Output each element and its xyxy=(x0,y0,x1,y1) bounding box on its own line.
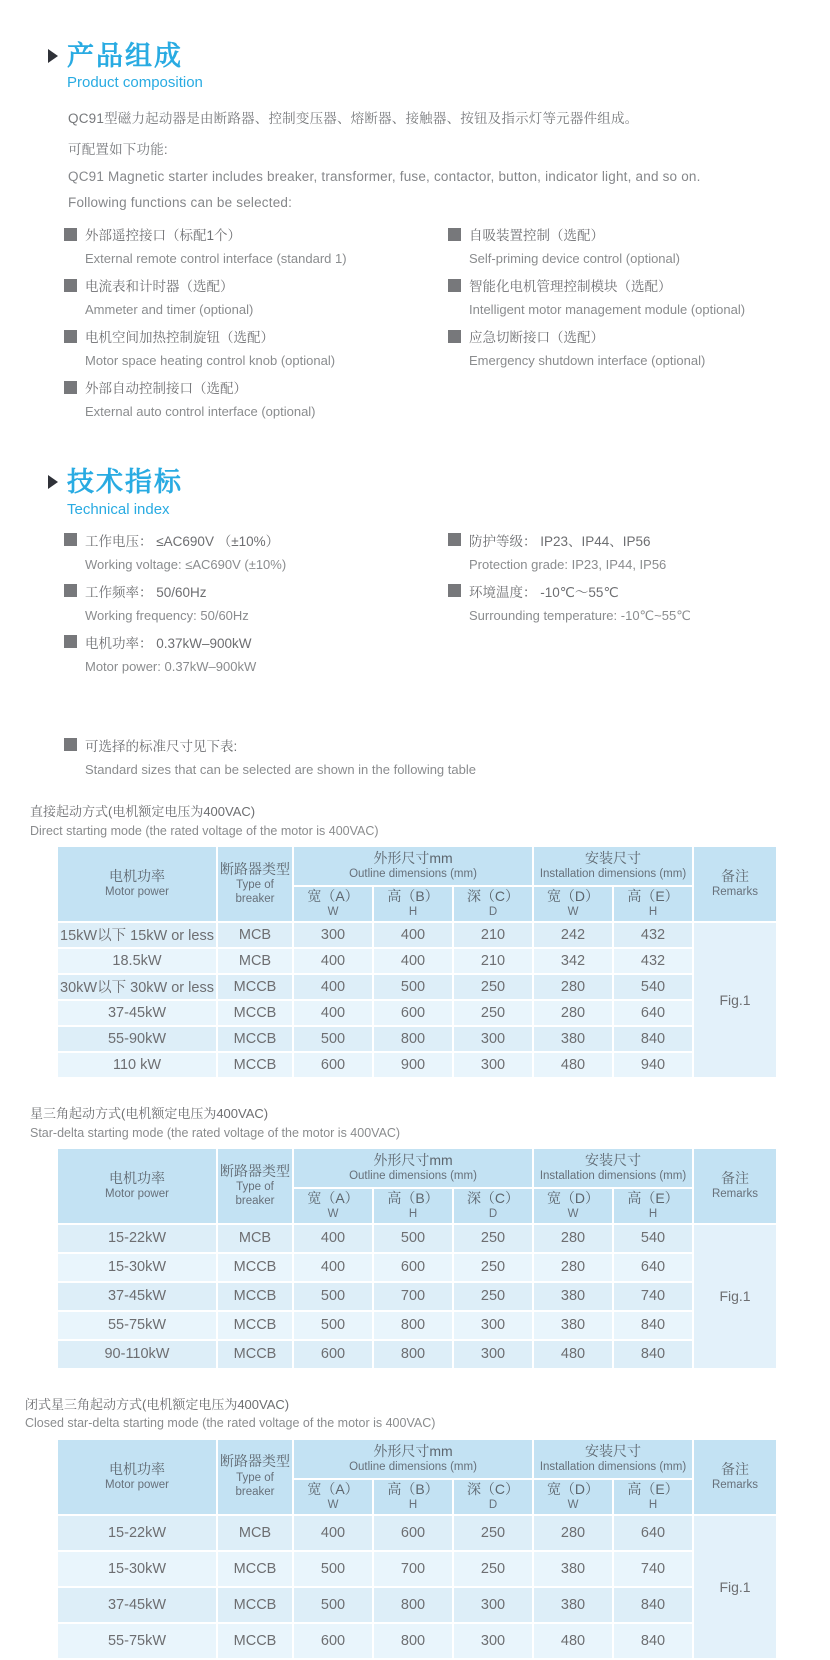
cell: 600 xyxy=(373,1000,453,1026)
feature-label-zh: 智能化电机管理控制模块（选配） xyxy=(469,279,672,295)
cell: 280 xyxy=(533,974,613,1000)
spec-label-zh: 工作电压： ≤AC690V （±10%） xyxy=(85,533,280,549)
square-bullet-icon xyxy=(64,228,77,241)
cell: 400 xyxy=(293,1515,373,1551)
spec-item xyxy=(64,632,448,674)
table-row xyxy=(57,974,777,1000)
feature-label-zh: 电机空间加热控制旋钮（选配） xyxy=(85,330,274,346)
cell: 400 xyxy=(293,974,373,1000)
cell: 800 xyxy=(373,1340,453,1369)
col-breaker-type: 断路器类型 Type of breaker xyxy=(217,1439,293,1515)
cell: 600 xyxy=(293,1052,373,1078)
cell: 380 xyxy=(533,1282,613,1311)
section-title-zh: 产品组成 xyxy=(67,41,183,71)
col-group-outline: 外形尺寸mm Outline dimensions (mm) xyxy=(293,1148,533,1188)
cell: 15-30kW xyxy=(57,1551,217,1587)
section-title-en: Product composition xyxy=(67,74,203,92)
spec-column-right xyxy=(448,530,808,683)
cell: 300 xyxy=(453,1623,533,1659)
cell: 55-90kW xyxy=(57,1026,217,1052)
table-row xyxy=(57,1282,777,1311)
col-remarks: 备注 Remarks xyxy=(693,1148,777,1224)
feature-item xyxy=(448,224,808,266)
square-bullet-icon xyxy=(448,279,461,292)
cell: 432 xyxy=(613,922,693,948)
col-remarks: 备注 Remarks xyxy=(693,1439,777,1515)
cell: 380 xyxy=(533,1311,613,1340)
cell: 280 xyxy=(533,1224,613,1253)
technical-index-section xyxy=(0,428,830,682)
spec-label-en: Working frequency: 50/60Hz xyxy=(85,607,249,623)
cell: 740 xyxy=(613,1282,693,1311)
cell: 540 xyxy=(613,974,693,1000)
cell: 15-22kW xyxy=(57,1224,217,1253)
cell: 250 xyxy=(453,1282,533,1311)
col-depth-c: 深（C） D xyxy=(453,1479,533,1515)
cell: 90-110kW xyxy=(57,1340,217,1369)
cell: 250 xyxy=(453,974,533,1000)
cell: 840 xyxy=(613,1026,693,1052)
col-height-b: 高（B） H xyxy=(373,1479,453,1515)
spec-label-en: Surrounding temperature: -10℃~55℃ xyxy=(469,607,691,623)
cell: 400 xyxy=(293,1253,373,1282)
standard-sizes-note xyxy=(64,735,830,777)
intro-paragraph: QC91 Magnetic starter includes breaker, transformer, fuse, contactor, button, indicator light, and so on. xyxy=(68,169,701,185)
feature-item xyxy=(64,377,448,419)
table-row xyxy=(57,1311,777,1340)
spec-item xyxy=(448,530,808,572)
cell: 400 xyxy=(373,922,453,948)
spec-list xyxy=(64,530,830,683)
table-row xyxy=(57,1224,777,1253)
spec-item xyxy=(64,581,448,623)
cell: 600 xyxy=(293,1623,373,1659)
cell: 37-45kW xyxy=(57,1000,217,1026)
star-delta-table xyxy=(56,1147,778,1370)
table-caption-zh: 闭式星三角起动方式(电机额定电压为400VAC) xyxy=(25,1396,290,1412)
table-caption-en: Direct starting mode (the rated voltage of the motor is 400VAC) xyxy=(30,823,379,838)
cell: 500 xyxy=(293,1311,373,1340)
section-marker-triangle-icon xyxy=(48,49,58,63)
cell: 250 xyxy=(453,1253,533,1282)
col-breaker-type: 断路器类型 Type of breaker xyxy=(217,1148,293,1224)
cell: 250 xyxy=(453,1224,533,1253)
cell: 280 xyxy=(533,1253,613,1282)
col-group-outline: 外形尺寸mm Outline dimensions (mm) xyxy=(293,1439,533,1479)
cell: MCB xyxy=(217,1224,293,1253)
cell: 15-22kW xyxy=(57,1515,217,1551)
cell: 400 xyxy=(293,1000,373,1026)
table-caption-zh: 星三角起动方式(电机额定电压为400VAC) xyxy=(30,1105,269,1121)
col-motor-power: 电机功率 Motor power xyxy=(57,1439,217,1515)
feature-item xyxy=(448,326,808,368)
spec-label-zh: 电机功率： 0.37kW–900kW xyxy=(85,635,252,651)
cell: 840 xyxy=(613,1340,693,1369)
section-marker-triangle-icon xyxy=(48,475,58,489)
cell: 500 xyxy=(293,1282,373,1311)
cell: 300 xyxy=(453,1587,533,1623)
closed-star-delta-table xyxy=(56,1438,778,1660)
table-caption-zh: 直接起动方式(电机额定电压为400VAC) xyxy=(30,803,256,819)
note-label-en: Standard sizes that can be selected are shown in the following table xyxy=(85,761,476,777)
table-caption-en: Closed star-delta starting mode (the rated voltage of the motor is 400VAC) xyxy=(25,1416,436,1431)
cell: 18.5kW xyxy=(57,948,217,974)
cell: MCCB xyxy=(217,1000,293,1026)
cell: 800 xyxy=(373,1587,453,1623)
intro-paragraph: QC91型磁力起动器是由断路器、控制变压器、熔断器、接触器、按钮及指示灯等元器件组成。 xyxy=(68,111,639,127)
cell: MCCB xyxy=(217,1282,293,1311)
feature-label-zh: 外部自动控制接口（选配） xyxy=(85,381,247,397)
square-bullet-icon xyxy=(448,533,461,546)
col-height-e: 高（E） H xyxy=(613,1479,693,1515)
table-row xyxy=(57,1026,777,1052)
cell: 55-75kW xyxy=(57,1311,217,1340)
cell: 480 xyxy=(533,1623,613,1659)
cell: 740 xyxy=(613,1551,693,1587)
cell: 400 xyxy=(293,1224,373,1253)
col-group-outline: 外形尺寸mm Outline dimensions (mm) xyxy=(293,846,533,886)
cell: 500 xyxy=(293,1026,373,1052)
col-breaker-type: 断路器类型 Type of breaker xyxy=(217,846,293,922)
cell: MCB xyxy=(217,922,293,948)
col-remarks: 备注 Remarks xyxy=(693,846,777,922)
square-bullet-icon xyxy=(64,738,77,751)
cell: 55-75kW xyxy=(57,1623,217,1659)
table-row xyxy=(57,1515,777,1551)
cell: 37-45kW xyxy=(57,1587,217,1623)
cell: 700 xyxy=(373,1282,453,1311)
feature-item xyxy=(64,275,448,317)
feature-column-left xyxy=(64,224,448,428)
col-height-e: 高（E） H xyxy=(613,886,693,922)
size-tables-section xyxy=(0,735,830,1660)
cell: 380 xyxy=(533,1587,613,1623)
note-label-zh: 可选择的标准尺寸见下表: xyxy=(85,738,238,754)
direct-starting-table xyxy=(56,845,778,1079)
col-group-installation: 安装尺寸 Installation dimensions (mm) xyxy=(533,846,693,886)
col-height-b: 高（B） H xyxy=(373,886,453,922)
cell: 480 xyxy=(533,1052,613,1078)
cell: 500 xyxy=(293,1551,373,1587)
cell: 540 xyxy=(613,1224,693,1253)
col-motor-power: 电机功率 Motor power xyxy=(57,846,217,922)
cell: 500 xyxy=(293,1587,373,1623)
cell: MCCB xyxy=(217,1587,293,1623)
feature-item xyxy=(64,224,448,266)
spec-column-left xyxy=(64,530,448,683)
feature-label-zh: 电流表和计时器（选配） xyxy=(85,279,234,295)
cell: 300 xyxy=(293,922,373,948)
cell: 210 xyxy=(453,922,533,948)
cell: 800 xyxy=(373,1311,453,1340)
cell: 600 xyxy=(293,1340,373,1369)
cell: 840 xyxy=(613,1311,693,1340)
feature-column-right xyxy=(448,224,808,428)
col-group-installation: 安装尺寸 Installation dimensions (mm) xyxy=(533,1439,693,1479)
table-caption xyxy=(30,1105,830,1142)
square-bullet-icon xyxy=(64,279,77,292)
feature-label-en: Self-priming device control (optional) xyxy=(469,251,680,267)
col-width-d: 宽（D） W xyxy=(533,886,613,922)
cell: MCB xyxy=(217,1515,293,1551)
cell: 250 xyxy=(453,1515,533,1551)
table-row xyxy=(57,922,777,948)
cell: 342 xyxy=(533,948,613,974)
cell: 242 xyxy=(533,922,613,948)
remark-cell: Fig.1 xyxy=(693,922,777,1078)
section-title-en: Technical index xyxy=(67,500,170,518)
feature-label-en: Intelligent motor management module (optional) xyxy=(469,302,746,318)
spec-label-en: Motor power: 0.37kW–900kW xyxy=(85,658,257,674)
product-composition-section xyxy=(0,0,830,428)
col-height-e: 高（E） H xyxy=(613,1188,693,1224)
cell: 800 xyxy=(373,1623,453,1659)
cell: 380 xyxy=(533,1026,613,1052)
square-bullet-icon xyxy=(448,330,461,343)
col-depth-c: 深（C） D xyxy=(453,1188,533,1224)
col-width-a: 宽（A） W xyxy=(293,886,373,922)
cell: 500 xyxy=(373,1224,453,1253)
cell: 480 xyxy=(533,1340,613,1369)
feature-item xyxy=(448,275,808,317)
intro-paragraphs xyxy=(68,107,830,210)
square-bullet-icon xyxy=(448,228,461,241)
cell: 15-30kW xyxy=(57,1253,217,1282)
cell: 640 xyxy=(613,1253,693,1282)
cell: 600 xyxy=(373,1253,453,1282)
col-motor-power: 电机功率 Motor power xyxy=(57,1148,217,1224)
cell: 380 xyxy=(533,1551,613,1587)
cell: MCCB xyxy=(217,974,293,1000)
cell: 900 xyxy=(373,1052,453,1078)
cell: 300 xyxy=(453,1311,533,1340)
square-bullet-icon xyxy=(64,584,77,597)
cell: MCCB xyxy=(217,1551,293,1587)
cell: 15kW以下 15kW or less xyxy=(57,922,217,948)
cell: 600 xyxy=(373,1515,453,1551)
spec-label-zh: 防护等级： IP23、IP44、IP56 xyxy=(469,533,651,549)
feature-label-en: External remote control interface (standard 1) xyxy=(85,251,347,267)
cell: 640 xyxy=(613,1000,693,1026)
spec-label-en: Protection grade: IP23, IP44, IP56 xyxy=(469,556,667,572)
spec-item xyxy=(448,581,808,624)
cell: 300 xyxy=(453,1026,533,1052)
spec-label-zh: 工作频率： 50/60Hz xyxy=(85,584,207,600)
intro-paragraph: Following functions can be selected: xyxy=(68,195,293,211)
table-caption-en: Star-delta starting mode (the rated voltage of the motor is 400VAC) xyxy=(30,1125,401,1140)
section-title-zh: 技术指标 xyxy=(67,467,183,498)
cell: 640 xyxy=(613,1515,693,1551)
table-row xyxy=(57,1000,777,1026)
cell: 500 xyxy=(373,974,453,1000)
feature-item xyxy=(64,326,448,368)
feature-label-zh: 应急切断接口（选配） xyxy=(469,330,604,346)
feature-label-zh: 自吸装置控制（选配） xyxy=(469,228,604,244)
col-width-a: 宽（A） W xyxy=(293,1479,373,1515)
cell: 400 xyxy=(373,948,453,974)
table-caption xyxy=(25,1396,830,1433)
square-bullet-icon xyxy=(448,584,461,597)
cell: MCCB xyxy=(217,1253,293,1282)
cell: MCCB xyxy=(217,1311,293,1340)
cell: 300 xyxy=(453,1052,533,1078)
table-row xyxy=(57,1587,777,1623)
cell: 37-45kW xyxy=(57,1282,217,1311)
col-width-d: 宽（D） W xyxy=(533,1479,613,1515)
cell: MCCB xyxy=(217,1340,293,1369)
feature-label-en: Ammeter and timer (optional) xyxy=(85,302,254,318)
spec-item xyxy=(64,530,448,572)
spec-label-zh: 环境温度： -10℃～55℃ xyxy=(469,584,619,600)
cell: 210 xyxy=(453,948,533,974)
feature-label-en: Motor space heating control knob (optional) xyxy=(85,353,336,369)
cell: MCCB xyxy=(217,1052,293,1078)
square-bullet-icon xyxy=(64,330,77,343)
cell: 432 xyxy=(613,948,693,974)
feature-label-zh: 外部遥控接口（标配1个） xyxy=(85,228,242,244)
col-group-installation: 安装尺寸 Installation dimensions (mm) xyxy=(533,1148,693,1188)
square-bullet-icon xyxy=(64,635,77,648)
spec-label-en: Working voltage: ≤AC690V (±10%) xyxy=(85,556,287,572)
cell: 30kW以下 30kW or less xyxy=(57,974,217,1000)
cell: 800 xyxy=(373,1026,453,1052)
table-row xyxy=(57,948,777,974)
table-row xyxy=(57,1052,777,1078)
cell: 110 kW xyxy=(57,1052,217,1078)
cell: 300 xyxy=(453,1340,533,1369)
feature-label-en: External auto control interface (optional) xyxy=(85,404,316,420)
table-row xyxy=(57,1253,777,1282)
cell: MCCB xyxy=(217,1623,293,1659)
cell: 280 xyxy=(533,1000,613,1026)
feature-label-en: Emergency shutdown interface (optional) xyxy=(469,353,706,369)
remark-cell: Fig.1 xyxy=(693,1515,777,1659)
cell: 700 xyxy=(373,1551,453,1587)
cell: 250 xyxy=(453,1551,533,1587)
cell: MCB xyxy=(217,948,293,974)
intro-paragraph: 可配置如下功能: xyxy=(68,142,168,158)
cell: 840 xyxy=(613,1623,693,1659)
col-height-b: 高（B） H xyxy=(373,1188,453,1224)
table-caption xyxy=(30,803,830,840)
cell: 280 xyxy=(533,1515,613,1551)
col-width-a: 宽（A） W xyxy=(293,1188,373,1224)
cell: 400 xyxy=(293,948,373,974)
cell: 250 xyxy=(453,1000,533,1026)
feature-list xyxy=(64,224,830,428)
square-bullet-icon xyxy=(64,533,77,546)
cell: 940 xyxy=(613,1052,693,1078)
table-row xyxy=(57,1551,777,1587)
remark-cell: Fig.1 xyxy=(693,1224,777,1369)
cell: 840 xyxy=(613,1587,693,1623)
table-row xyxy=(57,1340,777,1369)
col-width-d: 宽（D） W xyxy=(533,1188,613,1224)
square-bullet-icon xyxy=(64,381,77,394)
table-row xyxy=(57,1623,777,1659)
cell: MCCB xyxy=(217,1026,293,1052)
col-depth-c: 深（C） D xyxy=(453,886,533,922)
